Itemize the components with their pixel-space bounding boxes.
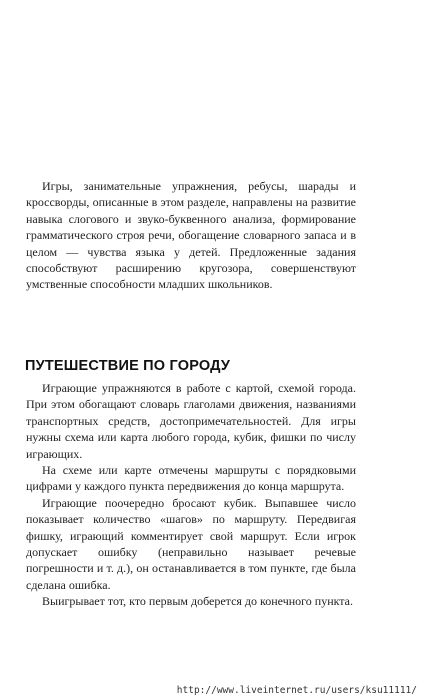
section-paragraph-1: Играющие упражняются в работе с картой, схемой города. При этом обогащают словарь глаголами движения, названиями транспортных средств, достопримечательностей. Для игры нужны схема или карта любого города, кубик, фишки по числу играющих. — [26, 381, 356, 461]
watermark-url: http://www.liveinternet.ru/users/ksu11111/ — [176, 685, 417, 696]
section-heading: ПУТЕШЕСТВИЕ ПО ГОРОДУ — [25, 358, 231, 374]
section-paragraph-4: Выигрывает тот, кто первым доберется до конечного пункта. — [42, 594, 354, 609]
section-paragraph-3: Играющие поочередно бросают кубик. Выпавшее число показывает количество «шагов» по маршруту. Передвигая фишку, играющий комментирует свой маршрут. Если игрок допускает ошибку (неправильно называет речевые погрешности и т. д.), он останавливается в том пункте, где была сделана ошибка. — [26, 495, 356, 592]
intro-paragraph: Игры, занимательные упражнения, ребусы, шарады и кроссворды, описанные в этом разделе, направлены на развитие навыка слогового и звуко-буквенного анализа, формирование грамматического строя речи, обогащение словарного запаса и в целом — чувства языка у детей. Предложенные задания способствуют расширению кругозора, совершенствуют умственные способности младших школьников. — [26, 179, 356, 292]
section-body — [26, 380, 356, 610]
section-paragraph-2: На схеме или карте отмечены маршруты с порядковыми цифрами у каждого пункта передвижения до конца маршрута. — [26, 463, 356, 494]
